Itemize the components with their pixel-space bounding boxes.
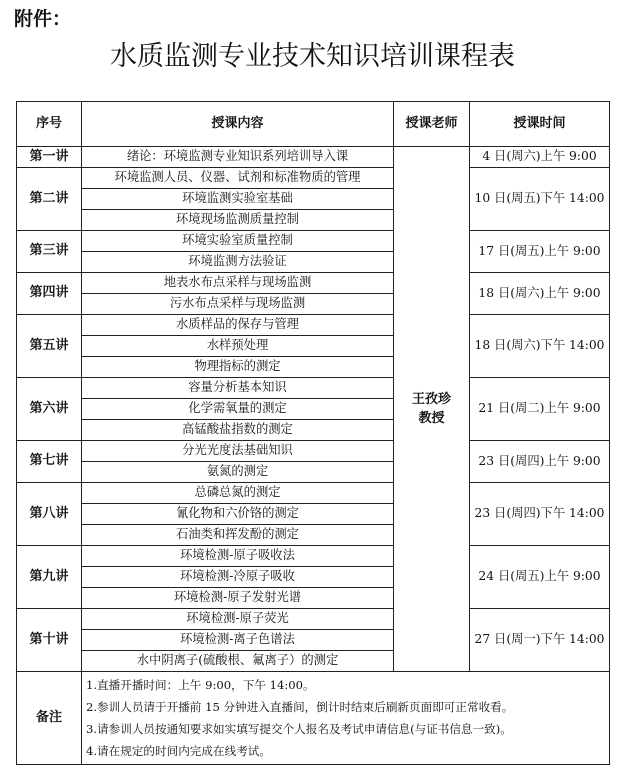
table-row [17,609,610,630]
note-line: 4.请在规定的时间内完成在线考试。 [86,744,271,758]
lecture-topic: 分光光度法基础知识 [82,441,394,462]
schedule-table [16,101,610,765]
lecture-topic: 水质样品的保存与管理 [82,315,394,336]
table-row [17,147,610,168]
lecture-time: 23 日(周四)下午 14:00 [470,483,610,546]
lecture-label: 第三讲 [17,231,82,273]
table-row [17,231,610,252]
note-line: 2.参训人员请于开播前 15 分钟进入直播间，倒计时结束后刷新页面即可正常收看。 [86,700,514,714]
teacher-title: 教授 [418,411,445,426]
lecture-topic: 化学需氧量的测定 [82,399,394,420]
lecture-time: 17 日(周五)上午 9:00 [470,231,610,273]
teacher-cell [394,147,470,672]
note-line: 3.请参训人员按通知要求如实填写提交个人报名及考试申请信息(与证书信息一致)。 [86,722,512,736]
lecture-time: 23 日(周四)上午 9:00 [470,441,610,483]
lecture-topic: 氨氮的测定 [82,462,394,483]
lecture-topic: 总磷总氮的测定 [82,483,394,504]
lecture-topic: 环境检测-原子发射光谱 [82,588,394,609]
lecture-topic: 环境检测-原子吸收法 [82,546,394,567]
lecture-topic: 环境检测-冷原子吸收 [82,567,394,588]
lecture-topic: 高锰酸盐指数的测定 [82,420,394,441]
table-row [17,378,610,399]
lecture-topic: 污水布点采样与现场监测 [82,294,394,315]
lecture-topic: 容量分析基本知识 [82,378,394,399]
lecture-topic: 环境监测实验室基础 [82,189,394,210]
lecture-time: 18 日(周六)上午 9:00 [470,273,610,315]
lecture-topic: 水样预处理 [82,336,394,357]
lecture-time: 21 日(周二)上午 9:00 [470,378,610,441]
lecture-label: 第七讲 [17,441,82,483]
table-header-row [17,102,610,147]
notes-row [17,672,610,765]
lecture-topic: 环境检测-离子色谱法 [82,630,394,651]
lecture-topic: 物理指标的测定 [82,357,394,378]
lecture-label: 第四讲 [17,273,82,315]
lecture-topic: 环境检测-原子荧光 [82,609,394,630]
lecture-time: 10 日(周五)下午 14:00 [470,168,610,231]
table-row [17,315,610,336]
lecture-label: 第八讲 [17,483,82,546]
notes-cell [82,672,610,765]
header-time: 授课时间 [470,102,610,147]
lecture-label: 第十讲 [17,609,82,672]
table-row [17,168,610,189]
lecture-topic: 环境现场监测质量控制 [82,210,394,231]
table-row [17,483,610,504]
lecture-label: 第六讲 [17,378,82,441]
lecture-topic: 地表水布点采样与现场监测 [82,273,394,294]
table-row [17,273,610,294]
table-row [17,441,610,462]
header-teacher: 授课老师 [394,102,470,147]
lecture-label: 第一讲 [17,147,82,168]
lecture-topic: 环境监测方法验证 [82,252,394,273]
lecture-label: 第二讲 [17,168,82,231]
lecture-label: 第五讲 [17,315,82,378]
teacher-name: 王孜珍 [411,391,451,407]
header-no: 序号 [17,102,82,147]
schedule-body [17,147,610,672]
header-content: 授课内容 [82,102,394,147]
lecture-label: 第九讲 [17,546,82,609]
lecture-time: 24 日(周五)上午 9:00 [470,546,610,609]
note-line: 1.直播开播时间：上午 9:00，下午 14:00。 [86,678,315,692]
lecture-topic: 绪论：环境监测专业知识系列培训导入课 [82,147,394,168]
attachment-label: 附件： [14,8,72,30]
lecture-topic: 氰化物和六价铬的测定 [82,504,394,525]
table-row [17,546,610,567]
lecture-time: 4 日(周六)上午 9:00 [470,147,610,168]
lecture-topic: 环境监测人员、仪器、试剂和标准物质的管理 [82,168,394,189]
lecture-topic: 石油类和挥发酚的测定 [82,525,394,546]
page-title: 水质监测专业技术知识培训课程表 [110,41,515,72]
lecture-topic: 环境实验室质量控制 [82,231,394,252]
notes-label: 备注 [17,672,82,765]
lecture-topic: 水中阴离子(硫酸根、氟离子）的测定 [82,651,394,672]
lecture-time: 18 日(周六)下午 14:00 [470,315,610,378]
lecture-time: 27 日(周一)下午 14:00 [470,609,610,672]
